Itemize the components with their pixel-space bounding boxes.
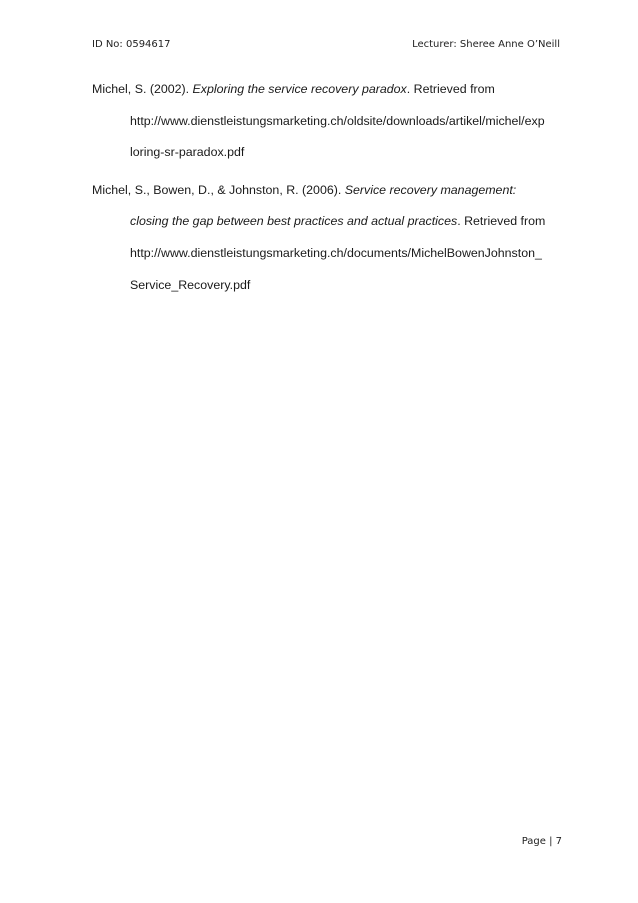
- header-student-id: ID No: 0594617: [92, 39, 171, 50]
- reference-line: [92, 175, 572, 207]
- reference-title: Exploring the service recovery paradox: [192, 82, 407, 96]
- reference-authors: Michel, S. (2002).: [92, 82, 193, 96]
- reference-url-line: http://www.dienstleistungsmarketing.ch/documents/MichelBowenJohnston_: [130, 245, 542, 260]
- reference-list: [92, 74, 572, 307]
- reference-retrieved: . Retrieved from: [406, 82, 495, 96]
- reference-retrieved: . Retrieved from: [457, 214, 546, 229]
- reference-line: [92, 206, 572, 238]
- reference-line: [92, 74, 572, 106]
- reference-title: Service recovery management:: [344, 182, 517, 197]
- reference-authors: Michel, S., Bowen, D., & Johnston, R. (2006).: [92, 182, 345, 197]
- reference-url-line: Service_Recovery.pdf: [130, 277, 251, 292]
- page-number: Page | 7: [521, 836, 562, 847]
- reference-entry: [92, 74, 572, 169]
- reference-url-line: loring-sr-paradox.pdf: [130, 145, 245, 160]
- header-lecturer: Lecturer: Sheree Anne O’Neill: [412, 39, 560, 50]
- reference-entry: [92, 175, 572, 301]
- reference-title: closing the gap between best practices and actual practices: [130, 214, 458, 229]
- reference-url-line: http://www.dienstleistungsmarketing.ch/oldsite/downloads/artikel/michel/exp: [130, 113, 545, 128]
